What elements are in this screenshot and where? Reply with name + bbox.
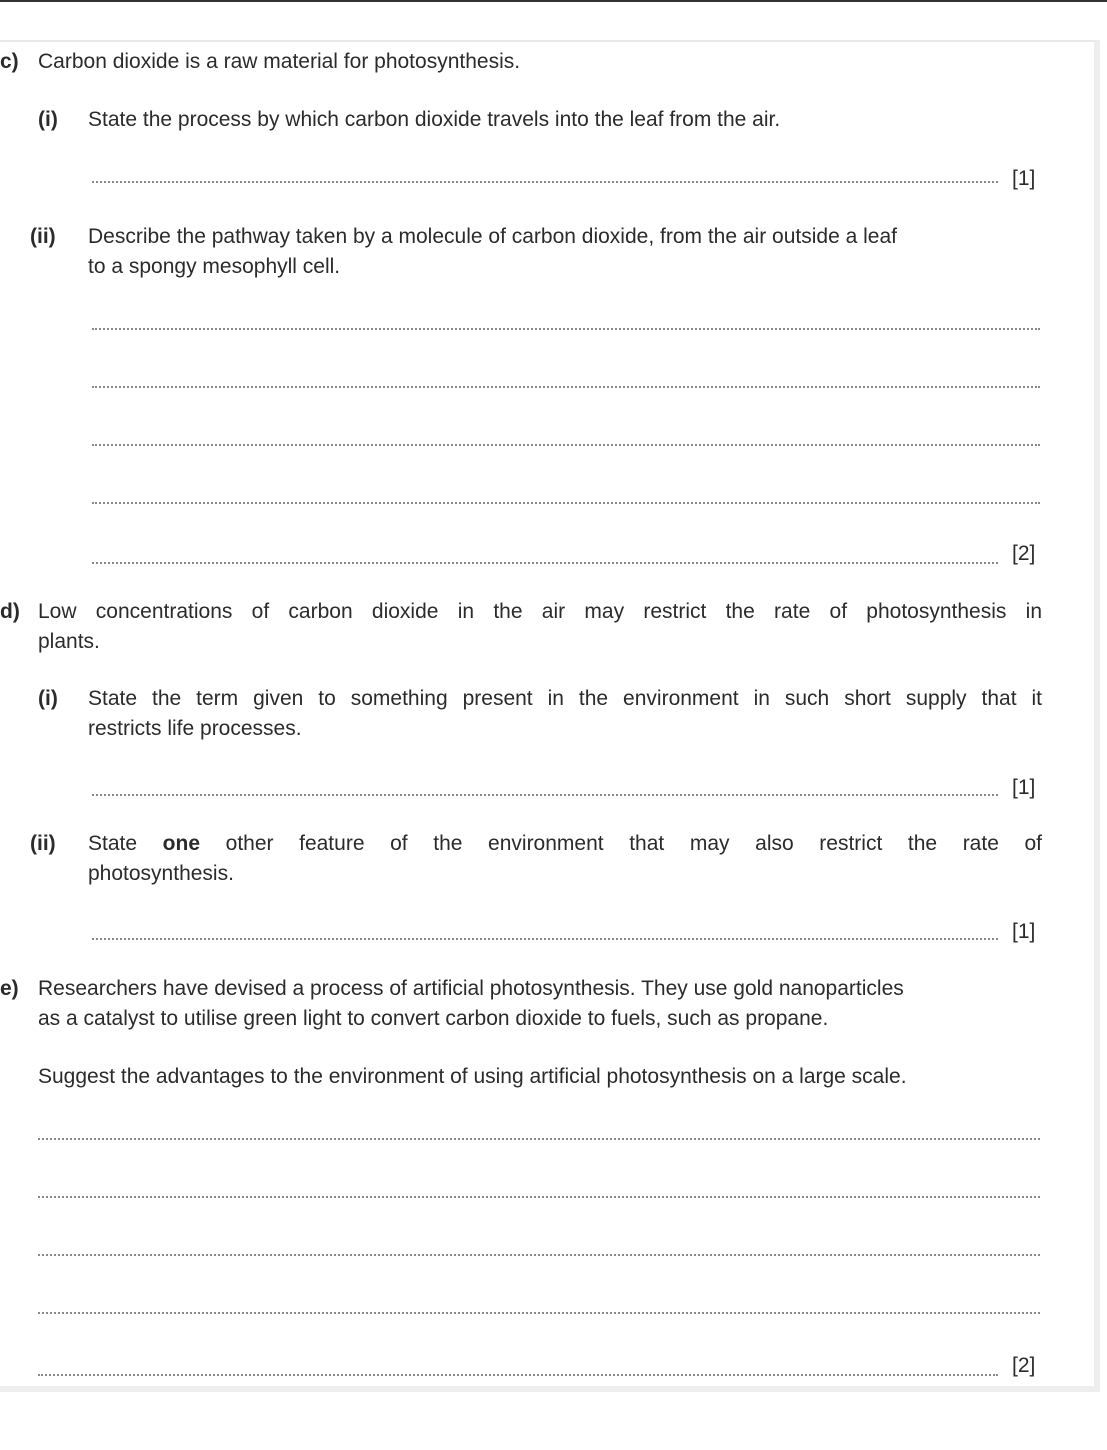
part-d-ii-question-line2: photosynthesis. xyxy=(88,862,234,885)
part-d-stem-line1: Low concentrations of carbon dioxide in the air may restrict the rate of photosynthesis in xyxy=(38,600,1042,623)
answer-line-d-i[interactable] xyxy=(92,794,998,796)
part-d-i-question-line1: State the term given to something present in the environment in such short supply that it xyxy=(88,687,1042,710)
part-e-label: e) xyxy=(0,977,19,1000)
part-e-stem-line2: as a catalyst to utilise green light to convert carbon dioxide to fuels, such as propane. xyxy=(38,1007,829,1030)
answer-line-e-4[interactable] xyxy=(38,1312,1040,1314)
part-d-i-question-line2: restricts life processes. xyxy=(88,717,302,740)
answer-line-d-ii[interactable] xyxy=(92,938,998,940)
part-c-label: c) xyxy=(0,50,19,73)
answer-line-c-ii-2[interactable] xyxy=(92,386,1040,388)
part-c-stem: Carbon dioxide is a raw material for photosynthesis. xyxy=(38,50,521,73)
marks-c-ii: [2] xyxy=(1012,542,1036,565)
answer-line-c-ii-5[interactable] xyxy=(92,562,998,564)
part-c-i-question: State the process by which carbon dioxide travels into the leaf from the air. xyxy=(88,108,781,131)
part-d-ii-pre: State xyxy=(88,832,138,855)
marks-e: [2] xyxy=(1012,1354,1036,1377)
answer-line-e-3[interactable] xyxy=(38,1254,1040,1256)
part-d-ii-emphasis: one xyxy=(162,832,201,855)
answer-line-e-1[interactable] xyxy=(38,1138,1040,1140)
part-c-ii-question-line1: Describe the pathway taken by a molecule of carbon dioxide, from the air outside a leaf xyxy=(88,225,897,248)
part-c-ii-question-line2: to a spongy mesophyll cell. xyxy=(88,255,341,278)
part-d-stem-line2: plants. xyxy=(38,630,100,653)
part-d-ii-question-line1 xyxy=(88,831,1042,857)
part-d-i-label: (i) xyxy=(38,687,58,710)
part-c-ii-label: (ii) xyxy=(30,225,56,248)
part-d-ii-label: (ii) xyxy=(30,832,56,855)
answer-line-e-2[interactable] xyxy=(38,1196,1040,1198)
answer-line-c-ii-1[interactable] xyxy=(92,328,1040,330)
marks-c-i: [1] xyxy=(1012,167,1036,190)
part-d-ii-post: other feature of the environment that may also restrict the rate of xyxy=(225,832,1043,855)
marks-d-ii: [1] xyxy=(1012,920,1036,943)
part-e-stem-line1: Researchers have devised a process of artificial photosynthesis. They use gold nanoparticles xyxy=(38,977,904,1000)
part-d-label: d) xyxy=(0,600,20,623)
part-e-prompt: Suggest the advantages to the environment of using artificial photosynthesis on a large scale. xyxy=(38,1065,907,1088)
page-top-border xyxy=(0,0,1107,2)
answer-line-e-5[interactable] xyxy=(38,1374,998,1376)
answer-line-c-ii-4[interactable] xyxy=(92,502,1040,504)
answer-line-c-ii-3[interactable] xyxy=(92,444,1040,446)
marks-d-i: [1] xyxy=(1012,776,1036,799)
answer-line-c-i[interactable] xyxy=(92,181,998,183)
part-c-i-label: (i) xyxy=(38,108,58,131)
